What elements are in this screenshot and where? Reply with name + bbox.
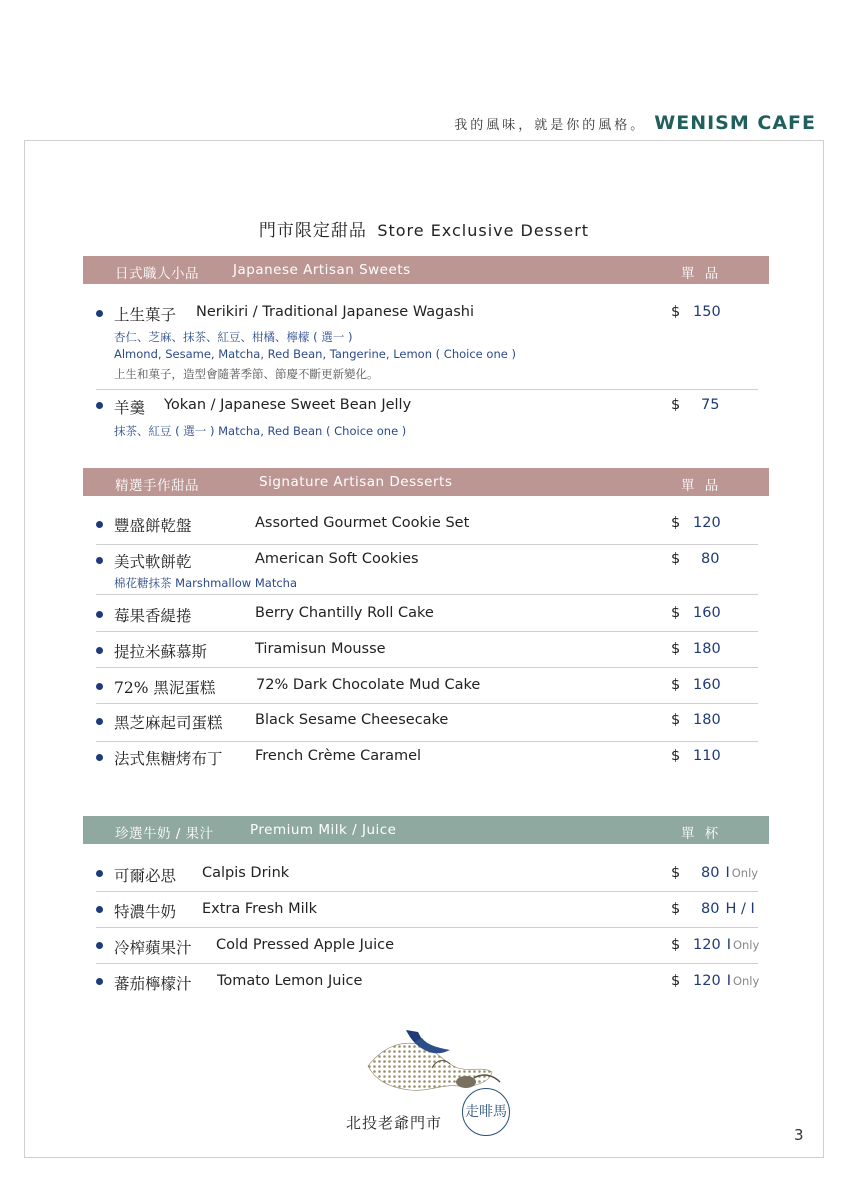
slogan: 我的風味，就是你的風格。 [454,118,647,133]
brand-name: WENISM CAFE [654,112,816,134]
menu-item [96,745,758,775]
item-name-en: Cold Pressed Apple Juice [216,937,395,953]
section-title-en: Signature Artisan Desserts [259,474,453,490]
item-name-en: Assorted Gourmet Cookie Set [255,515,470,531]
item-price: $ 180 [671,712,721,728]
bullet-icon [96,647,103,654]
menu-item [96,638,758,668]
item-name-zh: 72% 黑泥蛋糕 [114,679,216,697]
item-options-zh: 杏仁、芝麻、抹茶、紅豆、柑橘、檸檬 ( 選一 ) [114,330,353,344]
header-tagline [454,112,816,134]
item-name-zh: 上生菓子 [114,306,177,324]
section-header-japanese-sweets [83,256,769,284]
item-options-en: Almond, Sesame, Matcha, Red Bean, Tangerine, Lemon ( Choice one ) [114,347,516,361]
section-unit: 單 品 [681,478,722,494]
menu-item [96,548,758,595]
item-price: $ 110 [671,748,721,764]
bullet-icon [96,870,103,877]
bullet-icon [96,942,103,949]
item-price: $ 120 I Only [671,973,760,989]
menu-item [96,394,758,444]
item-name-zh: 提拉米蘇慕斯 [114,643,208,661]
item-name-en: Tomato Lemon Juice [217,973,363,989]
item-name-en: Extra Fresh Milk [202,901,318,917]
item-name-zh: 羊羹 [114,399,146,417]
section-title-en: Premium Milk / Juice [250,822,397,838]
item-price: $ 150 [671,304,721,320]
item-price: $ 120 I Only [671,937,760,953]
menu-item [96,934,758,964]
section-title-zh: 日式職人小品 [115,266,199,282]
item-name-zh: 法式焦糖烤布丁 [114,750,223,768]
menu-item [96,970,758,1000]
item-price: $ 80 I Only [671,865,759,881]
menu-item [96,709,758,742]
menu-item [96,512,758,545]
page-title-zh: 門市限定甜品 [258,221,367,241]
horse-logo-icon [362,1024,512,1096]
item-name-en: Nerikiri / Traditional Japanese Wagashi [196,304,474,320]
item-name-zh: 冷榨蘋果汁 [114,939,192,957]
item-name-en: Berry Chantilly Roll Cake [255,605,434,621]
item-price: $ 180 [671,641,721,657]
page-title [0,216,848,241]
section-header-milk-juice [83,816,769,844]
item-name-zh: 特濃牛奶 [114,903,177,921]
section-unit: 單 品 [681,266,722,282]
section-title-zh: 珍選牛奶 / 果汁 [115,826,214,842]
bullet-icon [96,906,103,913]
bullet-icon [96,683,103,690]
item-name-zh: 黑芝麻起司蛋糕 [114,714,223,732]
page-number: 3 [794,1126,804,1144]
menu-item [96,300,758,390]
bullet-icon [96,557,103,564]
item-description: 上生和菓子，造型會隨著季節、節慶不斷更新變化。 [114,367,379,381]
store-name: 北投老爺門市 [346,1114,443,1132]
section-header-signature-desserts [83,468,769,496]
page-title-en: Store Exclusive Dessert [377,221,590,240]
item-name-en: Calpis Drink [202,865,290,881]
item-name-zh: 美式軟餅乾 [114,553,192,571]
item-price: $ 80 [671,551,720,567]
section-unit: 單 杯 [681,826,722,842]
item-name-en: Tiramisun Mousse [255,641,386,657]
item-price: $ 80 H / I [671,901,755,917]
item-options: 抹茶、紅豆 ( 選一 ) Matcha, Red Bean ( Choice one ) [114,424,407,438]
brand-stamp-icon: 走啡馬 [462,1088,510,1136]
item-price: $ 75 [671,397,720,413]
item-name-zh: 莓果香緹捲 [114,607,192,625]
bullet-icon [96,611,103,618]
bullet-icon [96,754,103,761]
bullet-icon [96,718,103,725]
item-name-zh: 蕃茄檸檬汁 [114,975,192,993]
bullet-icon [96,978,103,985]
section-title-en: Japanese Artisan Sweets [233,262,411,278]
item-name-en: American Soft Cookies [255,551,419,567]
item-price: $ 160 [671,677,721,693]
item-options: 棉花糖抹茶 Marshmallow Matcha [114,576,298,590]
section-title-zh: 精選手作甜品 [115,478,199,494]
menu-item [96,674,758,704]
item-name-en: 72% Dark Chocolate Mud Cake [256,677,481,693]
menu-item [96,862,758,892]
menu-item [96,898,758,928]
bullet-icon [96,402,103,409]
item-name-en: Black Sesame Cheesecake [255,712,449,728]
item-price: $ 120 [671,515,721,531]
item-name-zh: 可爾必思 [114,867,177,885]
item-price: $ 160 [671,605,721,621]
item-name-en: Yokan / Japanese Sweet Bean Jelly [164,397,412,413]
bullet-icon [96,521,103,528]
menu-item [96,602,758,632]
item-name-en: French Crème Caramel [255,748,422,764]
bullet-icon [96,310,103,317]
item-name-zh: 豐盛餅乾盤 [114,517,192,535]
